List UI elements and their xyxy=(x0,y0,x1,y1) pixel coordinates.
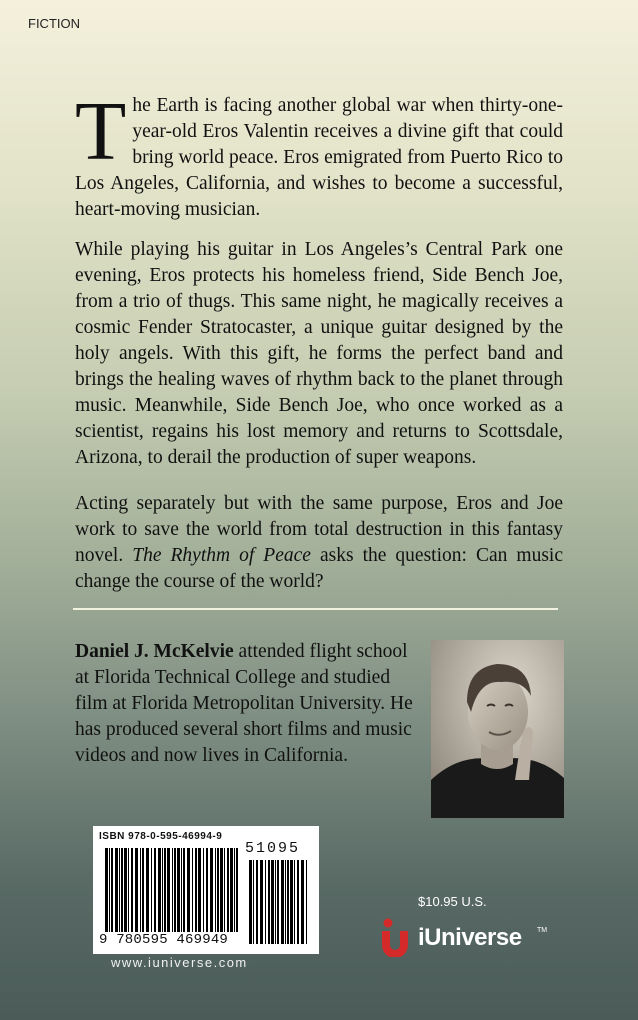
barcode-bar xyxy=(142,848,144,932)
barcode-bar xyxy=(109,848,110,932)
genre-label: FICTION xyxy=(28,16,80,31)
barcode-bar xyxy=(217,848,219,932)
barcode-bar xyxy=(224,848,225,932)
barcode-bar xyxy=(105,848,108,932)
barcode-bar xyxy=(203,848,204,932)
blurb-p3-start: Acting separately but with the same purpose, Eros and Joe work to save the world from total destruction in this fantasy novel. xyxy=(75,493,563,566)
barcode-bar xyxy=(124,848,127,932)
barcode-bar xyxy=(195,848,197,932)
barcode-bar xyxy=(115,848,118,932)
blurb-paragraph-1 xyxy=(75,85,563,223)
blurb-paragraph-3 xyxy=(75,491,563,595)
barcode-bar xyxy=(265,860,266,944)
barcode-bar xyxy=(210,848,213,932)
barcode-bar xyxy=(151,848,152,932)
barcode-bar xyxy=(220,848,223,932)
author-photo xyxy=(431,640,564,818)
blurb-p1-text: he Earth is facing another global war when thirty-one-year-old Eros Valentin receives a divine gift that could bring world peace. Eros emigrated from Puerto Rico to Los Angeles, California, and wishes to become a successful, heart-moving musician. xyxy=(75,95,563,220)
barcode-bar xyxy=(146,848,149,932)
barcode-bar xyxy=(119,848,120,932)
barcode-bar xyxy=(181,848,182,932)
barcode-bar xyxy=(271,860,274,944)
barcode-bar xyxy=(174,848,176,932)
isbn-barcode xyxy=(93,826,319,954)
section-divider xyxy=(73,608,558,610)
barcode-bar xyxy=(158,848,161,932)
barcode-bar xyxy=(301,860,304,944)
barcode-bar xyxy=(128,848,129,932)
author-bio-text: attended flight school at Florida Technical College and studied film at Florida Metropolitan University. He has produced several short films and music videos and now lives in California. xyxy=(75,641,413,766)
barcode-bar xyxy=(172,848,173,932)
barcode-bar xyxy=(297,860,299,944)
barcode-bar xyxy=(164,848,166,932)
book-title: The Rhythm of Peace xyxy=(132,545,311,566)
isbn-digits: 9 780595 469949 xyxy=(99,932,229,948)
barcode-bar xyxy=(290,860,293,944)
publisher-name: iUniverse xyxy=(418,924,522,951)
trademark-mark: TM xyxy=(537,927,548,934)
iuniverse-logo-icon xyxy=(378,917,414,957)
price-code: 51095 xyxy=(245,840,301,857)
barcode-bar xyxy=(268,860,270,944)
blurb-p3-end: asks the question: Can music change the course of the world? xyxy=(75,545,563,592)
barcode-bar xyxy=(260,860,263,944)
barcode-bar xyxy=(121,848,123,932)
publisher-logo xyxy=(378,917,548,957)
barcode-bar xyxy=(215,848,216,932)
barcode-bar xyxy=(281,860,284,944)
barcode-bar xyxy=(306,860,307,944)
barcode-bar xyxy=(162,848,163,932)
author-portrait-image xyxy=(431,640,564,818)
barcode-bar xyxy=(236,848,238,932)
barcode-bar xyxy=(111,848,113,932)
barcode-bar xyxy=(206,848,208,932)
author-bio xyxy=(75,639,420,769)
author-name: Daniel J. McKelvie xyxy=(75,641,234,662)
barcode-bar xyxy=(183,848,185,932)
drop-cap: T xyxy=(75,85,127,178)
barcode-bar xyxy=(140,848,141,932)
barcode-bar xyxy=(135,848,138,932)
barcode-bar xyxy=(167,848,170,932)
barcode-bar xyxy=(285,860,286,944)
barcode-bar xyxy=(177,848,180,932)
barcode-bar xyxy=(198,848,201,932)
barcode-bar xyxy=(234,848,235,932)
barcode-bar xyxy=(227,848,229,932)
barcode-bar xyxy=(154,848,156,932)
website-url: www.iuniverse.com xyxy=(111,955,248,970)
barcode-bar xyxy=(187,848,190,932)
barcode-bar xyxy=(256,860,258,944)
barcode-bar xyxy=(277,860,279,944)
barcode-bar xyxy=(230,848,233,932)
blurb-paragraph-2: While playing his guitar in Los Angeles’s Central Park one evening, Eros protects his homeless friend, Side Bench Joe, from a trio of thugs. This same night, he magically receives a cosmic Fender Stratocaster, a unique guitar designed by the holy angels. With this gift, he forms the perfect band and brings the healing waves of rhythm back to the planet through music. Meanwhile, Side Bench Joe, who once worked as a scientist, regains his lost memory and returns to Scottsdale, Arizona, to derail the production of super weapons. xyxy=(75,239,563,468)
isbn-label: ISBN 978-0-595-46994-9 xyxy=(99,831,223,842)
price-label: $10.95 U.S. xyxy=(418,894,487,909)
barcode-bar xyxy=(253,860,254,944)
barcode-bar xyxy=(287,860,289,944)
barcode-bar xyxy=(249,860,252,944)
barcode-bar xyxy=(275,860,276,944)
barcode-bar xyxy=(131,848,133,932)
barcode-bar xyxy=(192,848,193,932)
barcode-bar xyxy=(294,860,295,944)
